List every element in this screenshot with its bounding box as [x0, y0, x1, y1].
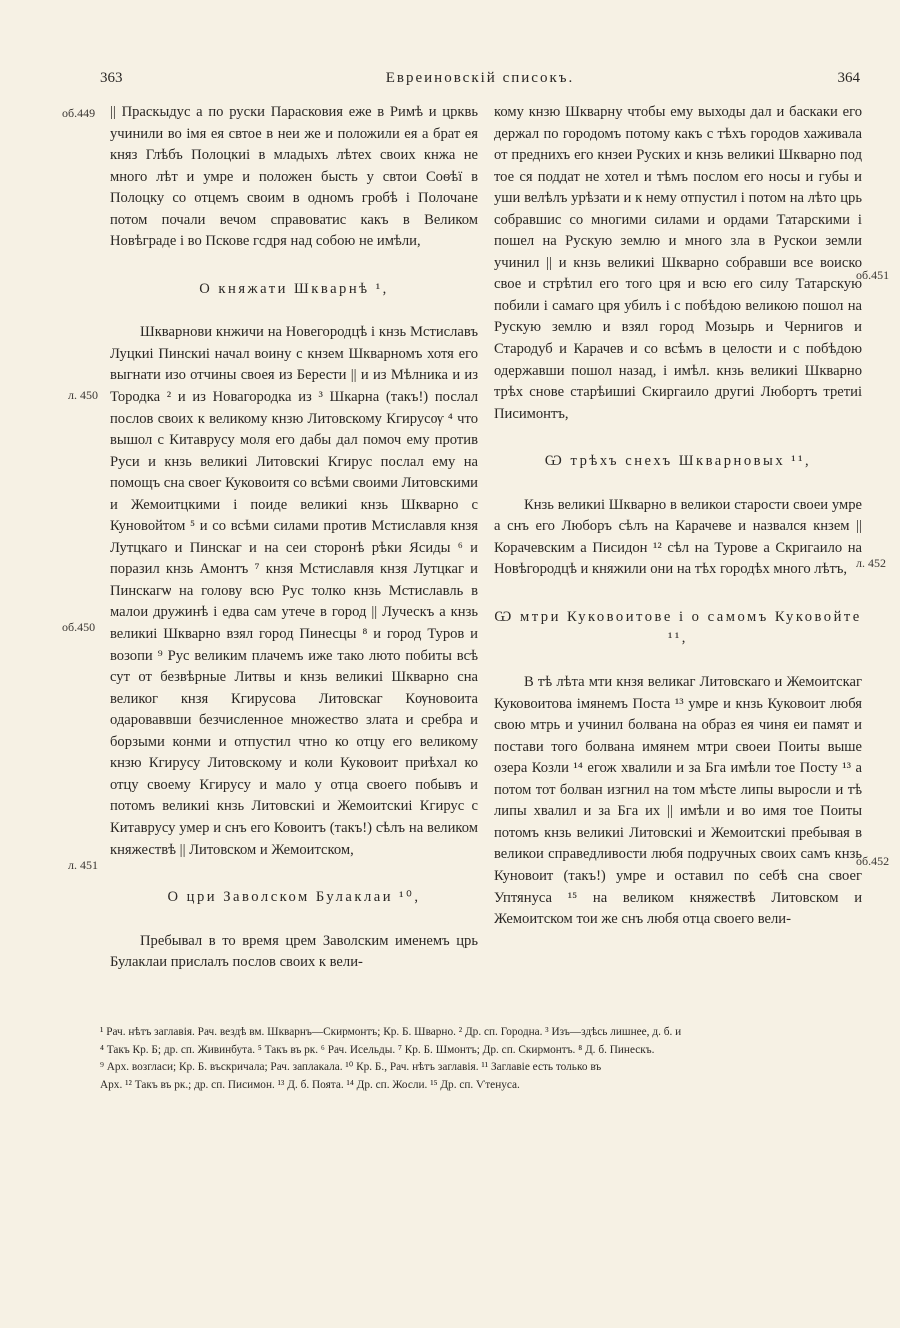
footnote-line-1: ¹ Рач. нѣтъ заглавія. Рач. вездѣ вм. Шкварнъ—Скирмонтъ; Кр. Б. Шварно. ² Др. сп. Городна. ³ Изъ—здѣсь лишнее, д. б. и — [100, 1026, 682, 1038]
page-number-left: 363 — [100, 70, 123, 86]
right-column — [494, 102, 862, 931]
margin-folio-ob451: об.451 — [856, 268, 890, 282]
left-paragraph-2: Шкварнови кнжичи на Новегородцѣ і кнзь Мстиславъ Луцкиі Пинскиі начал воину с кнзем Шкварномъ хотя его выгнати изо отчины своея из Берести || и из Мѣлника и из Тородка ² и из Новагородка из ³ Шкарна (такъ!) послал послов своих к великому кнзю Литовскому Кгирусѹ ⁴ что вышол с Китаврусу моля его дабы дал помоч ему против Руси и кнзь великиі Литовскиі Кгирус послал ему на помощъ сна своег Куковоитя со всѣми своими Литовскими и Жемоитцкими і поиде великиі кнзь Шкварно с Куновойтом ⁵ и со всѣми силами против Мстиславля кнзя Лутцкаго и Пинскаг и на сеи сторонѣ рѣки Ясиды ⁶ и поразил кнзь Амонтъ ⁷ кнзя Мстиславля кнзя Лутцкаг и Пинскагѡ на голову всю Рус толко кнзь Мстиславль в малои дружинѣ і едва сам утече в город || Луческъ а кнзь великиі Шкварно взял город Пинесцы ⁸ и город Туров и возопи ⁹ Рус великим плачемъ иже тако люто побиты всѣ сут от безвѣрные Литвы и кнзь великиі Шкварно сна великог кнзя Кгирусова Литовскаг Кѹновоита одароваввши безчисленное множество злата и сребра и борзыми конми и отпустил чтно ко отцу его великому кнзю Кгирусу Литовскому и коли Куковоит приѣхал ко отцу своему Кгирусу и мало у отца своего побывъ и потомъ великиі кнзь Литовскиі и Жемоитскиі Кгирус с Китаврусу умер и снъ его Ковоитъ (такъ!) сѣлъ на великом княжествѣ || Литовском и Жемоитском, — [110, 324, 478, 858]
footnote-line-3: ⁹ Арх. возгласи; Кр. Б. въскричала; Рач. заплакала. ¹⁰ Кр. Б., Рач. нѣтъ заглавія. ¹¹ Заглавіе есть только въ — [100, 1061, 602, 1073]
running-title: Евреиновскій списокъ. — [385, 70, 575, 86]
heading-bulaklai: О цри Заволском Булаклаи ¹⁰, — [167, 889, 421, 906]
heading-shkvarne: О княжати Шкварнѣ ¹, — [199, 280, 389, 297]
margin-folio-ob452: об.452 — [856, 854, 890, 868]
right-paragraph-1: кому кнзю Шкварну чтобы ему выходы дал и баскаки его держал по городомъ потому какъ с тѣхъ городов хаживала от преднихъ его кнзеи Руских и кнзь великиі Шкварно под тое ся поддат не хотел и тѣмъ послом его носы и губы и уши велѣлъ урѣзати и к нему отпустил і потом на лѣто црь собравшис со многими силами и ордами Татарскими і пошел на Рускую землю и много зла в Рускои земли учинил || и кнзь великиі Шкварно собравши все воиско свое и стрѣтил его того цря и всю его силу Татарскую побили і самаго цря убилъ і с побѣдою великою пошол на Рускую землю и взял город Мозырь и Чернигов и Стародуб и Карачев и со всѣмъ в целости и с побѣдою одержавши пошол назад, і имѣл. кнзь великиі Шкварно трѣх снове старѣишиі Скиргаило другиі Любортъ третиі Писимонтъ, — [494, 104, 862, 422]
heading-three-sons: Ѡ трѣхъ снехъ Шкварновых ¹¹, — [544, 453, 812, 470]
margin-folio-ob450: об.450 — [62, 620, 96, 634]
left-paragraph-1: || Праскыдус а по руски Парасковия еже в Римѣ и црквь учинили во імя ея свтое в неи же и положили ея а брат ея княз Глѣбъ Полоцкиі в младыхъ лѣтех своих кнжа не много лѣт и умре и положен бысть у свтои Соѳѣї в Полоцку со отцемъ своим в одномъ гробѣ і Полочане потом почали вечом справоватис какъ в Великом Новѣграде і во Пскове гсдря над собою не имѣли, — [110, 104, 478, 250]
left-column — [110, 102, 478, 974]
running-header — [100, 70, 860, 92]
heading-kukovoit-mother: Ѡ мтри Куковоитове і о самомъ Куковойте ¹¹, — [494, 608, 862, 647]
footnotes — [100, 1024, 860, 1094]
page-number-right: 364 — [837, 70, 860, 86]
footnote-line-2: ⁴ Такъ Кр. Б; др. сп. Живинбута. ⁵ Такъ въ рк. ⁶ Рач. Исельды. ⁷ Кр. Б. Шмонтъ; Др. сп. Скирмонтъ. ⁸ Д. б. Пинескъ. — [100, 1043, 655, 1056]
margin-folio-l452: л. 452 — [856, 556, 886, 570]
right-paragraph-2: Кнзь великиі Шкварно в великои старости своеи умре а снъ его Люборъ сѣлъ на Карачеве и назвался кнзем || Корачевским а Писидон ¹² сѣл на Турове а Скригаило на Новѣгородцѣ и княжили они на тѣх городѣх много лѣтъ, — [494, 496, 862, 578]
left-paragraph-3: Пребывал в то время црем Заволским именемъ црь Булаклаи прислалъ послов своих к вели- — [110, 932, 478, 971]
margin-folio-l450: л. 450 — [68, 388, 98, 402]
footnote-line-4: Арх. ¹² Такъ въ рк.; др. сп. Писимон. ¹³ Д. б. Поята. ¹⁴ Др. сп. Жосли. ¹⁵ Др. сп. Ѵтенуса. — [100, 1078, 520, 1091]
margin-folio-l451: л. 451 — [68, 858, 98, 872]
right-paragraph-3: В тѣ лѣта мти кнзя великаг Литовскаго и Жемоитскаг Куковоитова імянемъ Поста ¹³ умре и кнзь Куковоит любя свою мтрь и учинил болвана на образ ея чиня еи памят и постави того болвана имянем мтри своеи Поиты выше озера Козли ¹⁴ егож хвалили и за Бга имѣли тое Посту ¹³ а потом тот болван изгнил на том мѣсте липы выросли и тѣ липы хвалил и за Бга их || имѣли и во имя тое Поиты потомъ кнзь великиі Литовскиі и Жемоитскиі пребывая в великои справедливости любя подручных своих самъ кнзь Куновоит (такъ!) умре и оставил по себѣ сна своег Уптянуса ¹⁵ на великом княжествѣ Литовском и Жемоитском тои же снъ любя отца своего вели- — [494, 674, 862, 928]
margin-folio-ob449: об.449 — [62, 106, 96, 120]
